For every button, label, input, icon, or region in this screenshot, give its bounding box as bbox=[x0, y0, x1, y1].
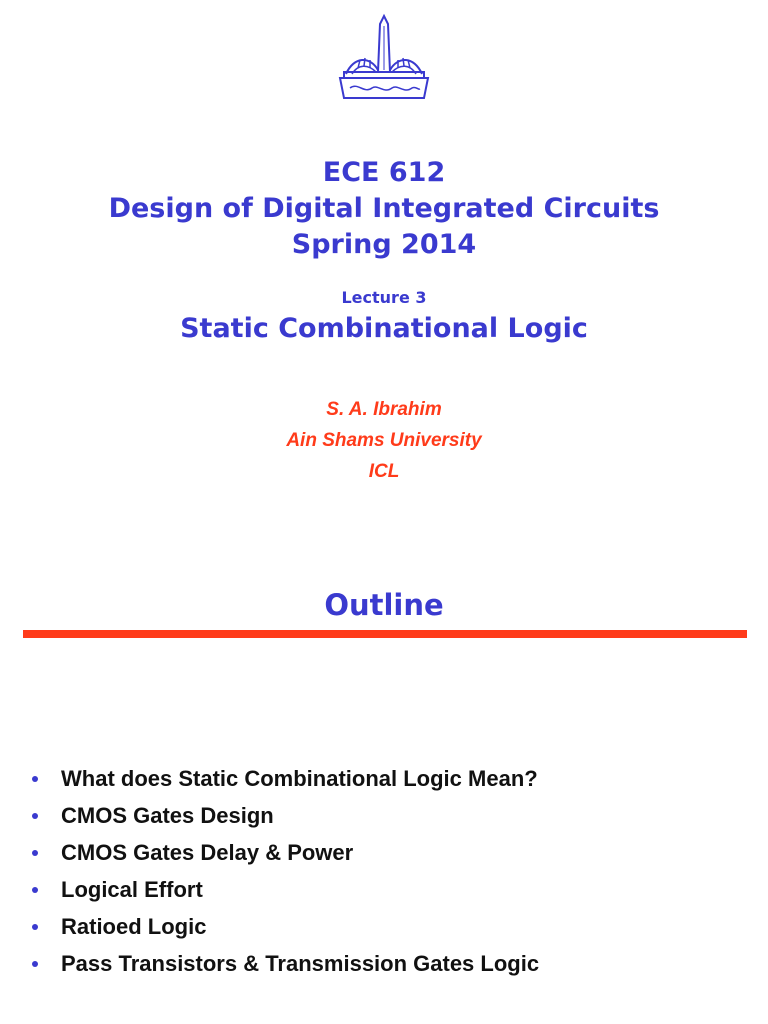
lecture-number: Lecture 3 bbox=[341, 288, 427, 307]
outline-item-label: What does Static Combinational Logic Mean? bbox=[61, 765, 538, 791]
course-name: Design of Digital Integrated Circuits bbox=[108, 193, 660, 224]
outline-list bbox=[28, 760, 539, 982]
outline-item bbox=[28, 797, 539, 834]
outline-item-label: Logical Effort bbox=[61, 876, 203, 902]
author-lab: ICL bbox=[368, 461, 400, 482]
bullet-icon bbox=[32, 924, 38, 930]
outline-item-label: Pass Transistors & Transmission Gates Logic bbox=[61, 950, 540, 976]
outline-divider bbox=[23, 630, 747, 638]
outline-item-label: Ratioed Logic bbox=[61, 913, 207, 939]
outline-item bbox=[28, 945, 539, 982]
outline-item bbox=[28, 908, 539, 945]
outline-item bbox=[28, 871, 539, 908]
outline-item bbox=[28, 834, 539, 871]
bullet-icon bbox=[32, 813, 38, 819]
bullet-icon bbox=[32, 887, 38, 893]
author-university: Ain Shams University bbox=[286, 430, 482, 451]
university-logo bbox=[334, 12, 434, 104]
lecture-title: Static Combinational Logic bbox=[180, 313, 588, 344]
outline-item-label: CMOS Gates Delay & Power bbox=[61, 839, 354, 865]
course-code: ECE 612 bbox=[322, 157, 446, 188]
bullet-icon bbox=[32, 850, 38, 856]
bullet-icon bbox=[32, 776, 38, 782]
outline-heading: Outline bbox=[324, 588, 444, 622]
author-name: S. A. Ibrahim bbox=[326, 399, 442, 420]
university-seal-icon bbox=[334, 12, 434, 104]
outline-item-label: CMOS Gates Design bbox=[61, 802, 274, 828]
course-term: Spring 2014 bbox=[291, 229, 477, 260]
outline-item bbox=[28, 760, 539, 797]
bullet-icon bbox=[32, 961, 38, 967]
